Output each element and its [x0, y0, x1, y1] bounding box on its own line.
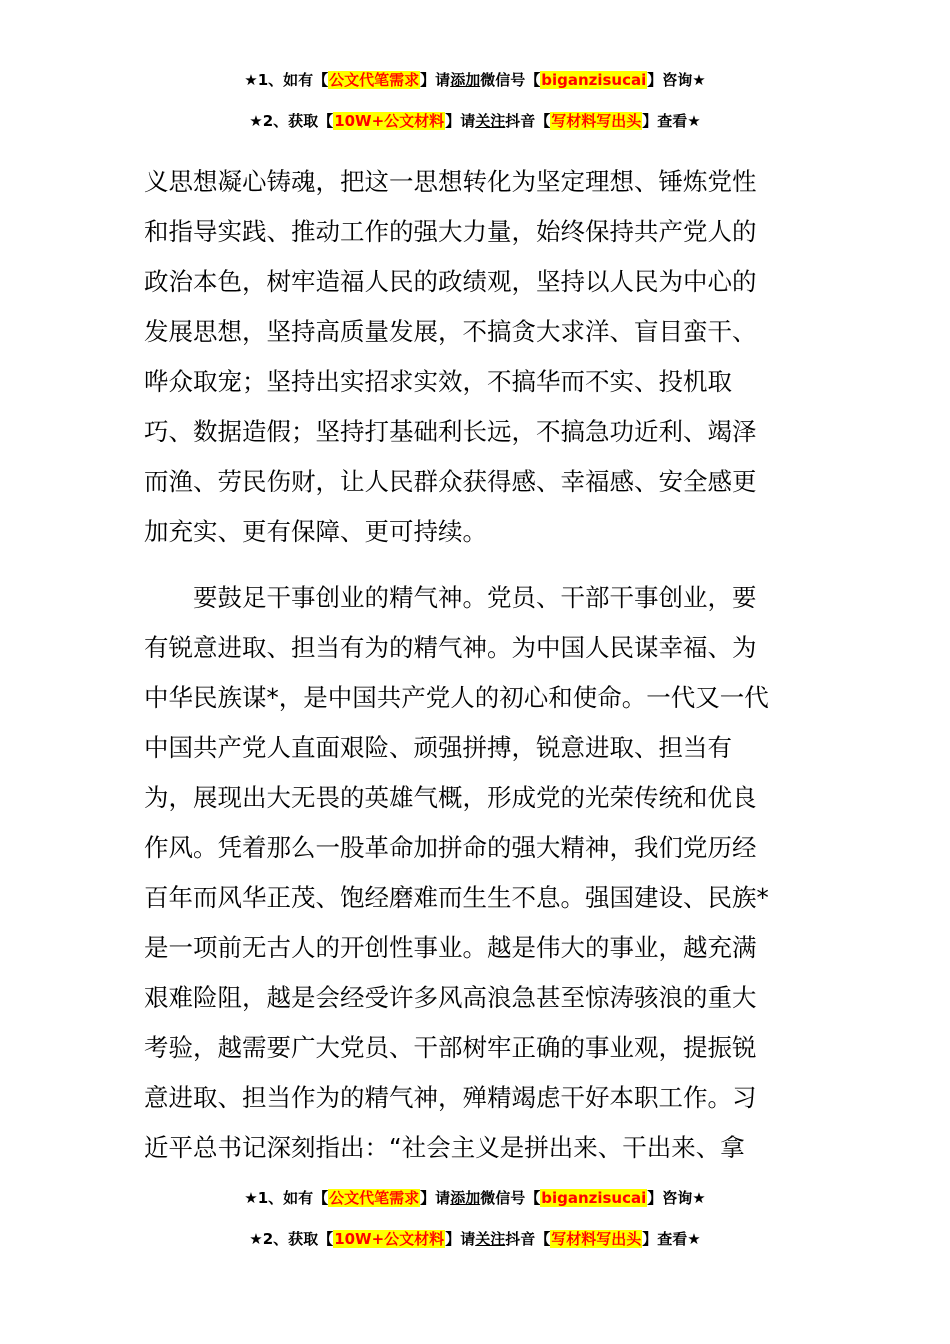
text-line: 中华民族谋*，是中国共产党人的初心和使命。一代又一代	[144, 683, 769, 712]
text-line: 哗众取宠；坚持出实招求实效，不搞华而不实、投机取	[144, 367, 732, 396]
footer-banner-2	[0, 1229, 950, 1249]
text-line: 政治本色，树牢造福人民的政绩观，坚持以人民为中心的	[144, 267, 757, 296]
banner-underline: 关注	[475, 1230, 506, 1248]
banner-suffix: 】咨询★	[647, 71, 706, 89]
banner-prefix: ★1、如有【	[244, 1189, 329, 1207]
document-body	[144, 157, 808, 1173]
banner-highlight: 公文代笔需求	[329, 1189, 420, 1207]
text-line: 作风。凭着那么一股革命加拼命的强大精神，我们党历经	[144, 833, 757, 862]
banner-text: 】请	[420, 1189, 451, 1207]
footer-banner-1	[0, 1188, 950, 1208]
text-line: 考验，越需要广大党员、干部树牢正确的事业观，提振锐	[144, 1033, 757, 1062]
banner-highlight: 公文代笔需求	[329, 71, 420, 89]
banner-text: 微信号【	[480, 1189, 541, 1207]
text-line: 要鼓足干事创业的精气神。党员、干部干事创业，要	[193, 583, 757, 612]
text-line: 中国共产党人直面艰险、顽强拼搏，锐意进取、担当有	[144, 733, 732, 762]
header-banner-1	[0, 70, 950, 90]
banner-text: 】请	[445, 112, 476, 130]
banner-suffix: 】查看★	[642, 1230, 701, 1248]
banner-underline: 关注	[475, 112, 506, 130]
banner-text: 抖音【	[505, 1230, 551, 1248]
text-line: 和指导实践、推动工作的强大力量，始终保持共产党人的	[144, 217, 757, 246]
text-line: 加充实、更有保障、更可持续。	[144, 517, 487, 546]
text-line: 百年而风华正茂、饱经磨难而生生不息。强国建设、民族*	[144, 883, 769, 912]
banner-prefix: ★2、获取【	[249, 112, 334, 130]
text-line: 巧、数据造假；坚持打基础利长远，不搞急功近利、竭泽	[144, 417, 757, 446]
banner-highlight: 写材料写出头	[551, 112, 642, 130]
banner-highlight: 写材料写出头	[551, 1230, 642, 1248]
banner-suffix: 】查看★	[642, 112, 701, 130]
header-banner-2	[0, 111, 950, 131]
banner-underline: 添加	[450, 1189, 481, 1207]
banner-text: 】请	[420, 71, 451, 89]
paragraph	[144, 157, 808, 557]
banner-text: 】请	[445, 1230, 476, 1248]
text-line: 艰难险阻，越是会经受许多风高浪急甚至惊涛骇浪的重大	[144, 983, 757, 1012]
banner-highlight: biganzisucai	[541, 71, 647, 89]
text-line: 是一项前无古人的开创性事业。越是伟大的事业，越充满	[144, 933, 757, 962]
text-line: 而渔、劳民伤财，让人民群众获得感、幸福感、安全感更	[144, 467, 757, 496]
text-line: 有锐意进取、担当有为的精气神。为中国人民谋幸福、为	[144, 633, 757, 662]
banner-underline: 添加	[450, 71, 481, 89]
text-line: 发展思想，坚持高质量发展，不搞贪大求洋、盲目蛮干、	[144, 317, 757, 346]
paragraph	[144, 573, 808, 1173]
text-line: 为，展现出大无畏的英雄气概，形成党的光荣传统和优良	[144, 783, 757, 812]
banner-suffix: 】咨询★	[647, 1189, 706, 1207]
banner-text: 抖音【	[505, 112, 551, 130]
banner-highlight: 10W+公文材料	[334, 112, 445, 130]
text-line: 近平总书记深刻指出：“社会主义是拼出来、干出来、拿	[144, 1133, 745, 1162]
text-line: 意进取、担当作为的精气神，殚精竭虑干好本职工作。习	[144, 1083, 757, 1112]
banner-prefix: ★2、获取【	[249, 1230, 334, 1248]
text-line: 义思想凝心铸魂，把这一思想转化为坚定理想、锤炼党性	[144, 167, 757, 196]
banner-highlight: biganzisucai	[541, 1189, 647, 1207]
banner-highlight: 10W+公文材料	[334, 1230, 445, 1248]
banner-prefix: ★1、如有【	[244, 71, 329, 89]
banner-text: 微信号【	[480, 71, 541, 89]
